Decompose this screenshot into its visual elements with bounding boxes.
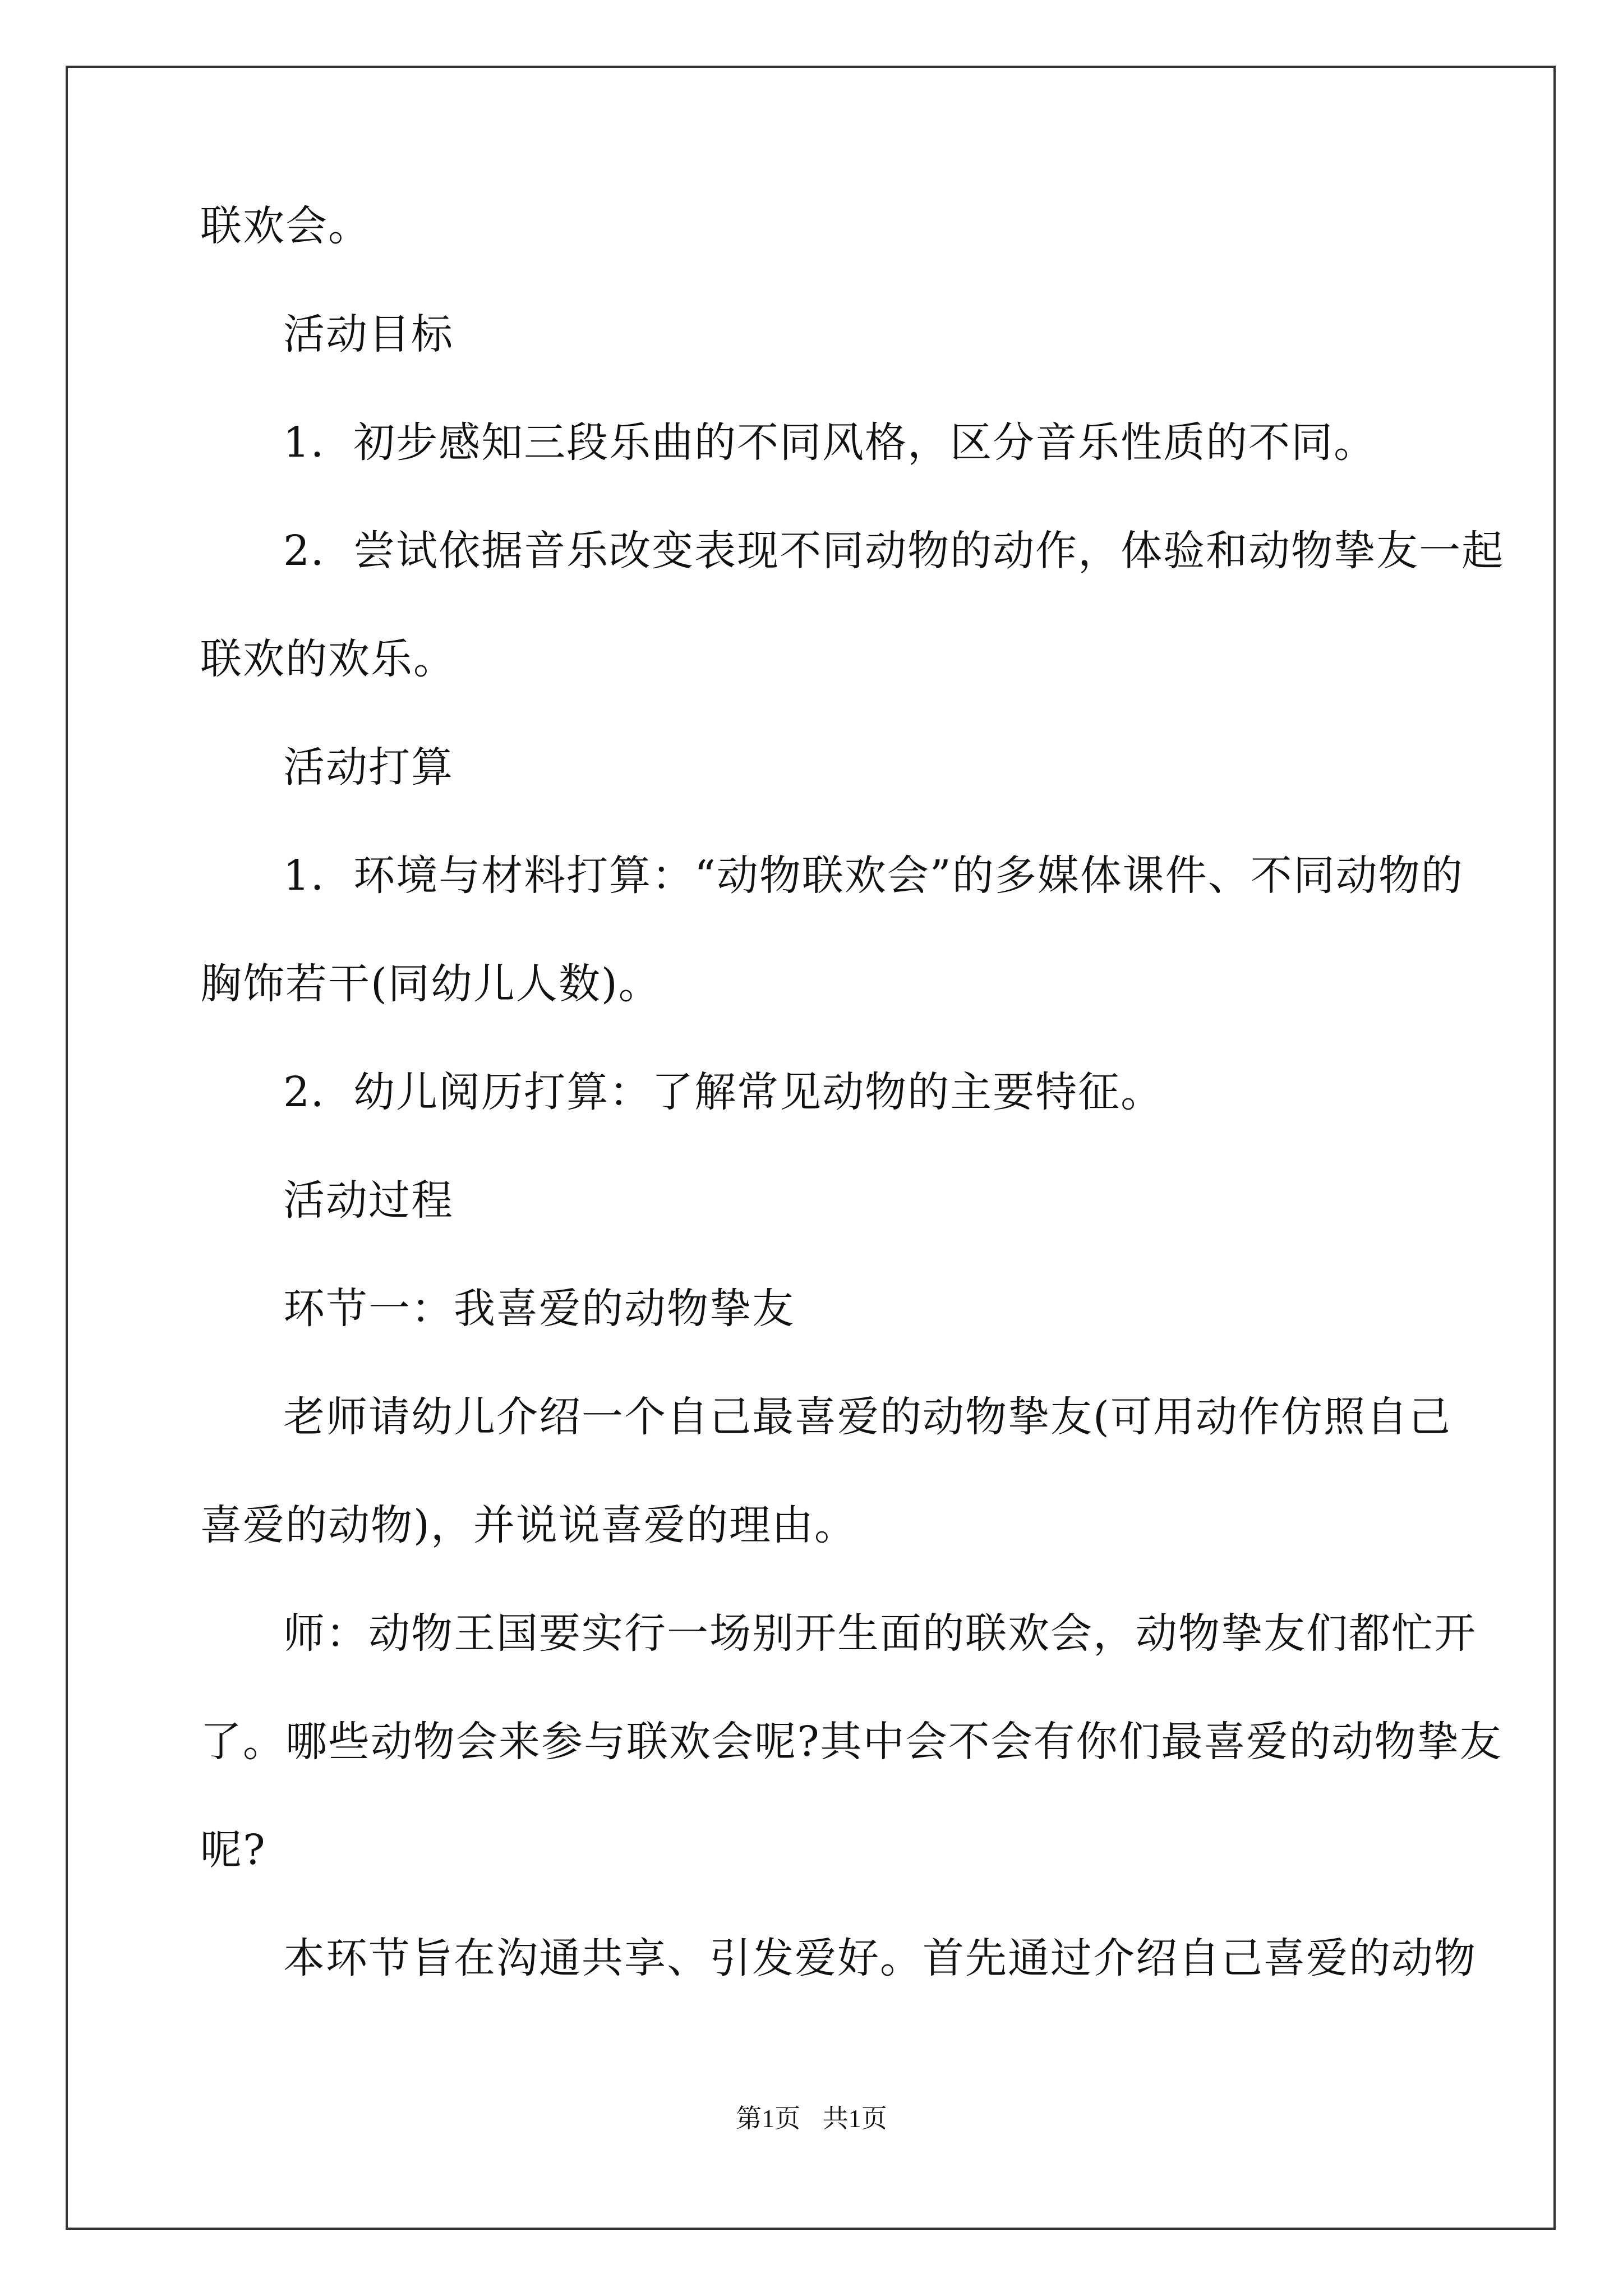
paragraph-line: 了。哪些动物会来参与联欢会呢?其中会不会有你们最喜爱的动物挚友 (200, 1718, 1502, 1766)
page-number: 第1页 (736, 2104, 801, 2133)
paragraph-line: 胸饰若干(同幼儿人数)。 (200, 960, 661, 1008)
section-heading: 活动打算 (283, 743, 454, 792)
paragraph-line: 本环节旨在沟通共享、引发爱好。首先通过介绍自己喜爱的动物 (283, 1934, 1477, 1982)
paragraph-line: 2．幼儿阅历打算：了解常见动物的主要特征。 (283, 1068, 1164, 1116)
paragraph-line: 师：动物王国要实行一场别开生面的联欢会，动物挚友们都忙开 (283, 1609, 1477, 1658)
paragraph-line: 2．尝试依据音乐改变表现不同动物的动作，体验和动物挚友一起 (283, 527, 1505, 575)
page-border (66, 66, 1556, 2230)
paragraph-line: 呢? (200, 1826, 266, 1874)
page-footer (0, 2098, 1623, 2135)
paragraph-line: 联欢会。 (200, 202, 371, 250)
section-heading: 活动过程 (283, 1176, 454, 1225)
subsection-heading: 环节一：我喜爱的动物挚友 (283, 1285, 795, 1333)
paragraph-line: 喜爱的动物)，并说说喜爱的理由。 (200, 1501, 857, 1549)
paragraph-line: 1．初步感知三段乐曲的不同风格，区分音乐性质的不同。 (283, 418, 1377, 467)
paragraph-line: 老师请幼儿介绍一个自己最喜爱的动物挚友(可用动作仿照自己 (283, 1393, 1451, 1441)
paragraph-line: 1．环境与材料打算：“动物联欢会”的多媒体课件、不同动物的 (283, 852, 1464, 900)
paragraph-line: 联欢的欢乐。 (200, 635, 456, 683)
section-heading: 活动目标 (283, 310, 454, 358)
page-total: 共1页 (822, 2104, 887, 2133)
